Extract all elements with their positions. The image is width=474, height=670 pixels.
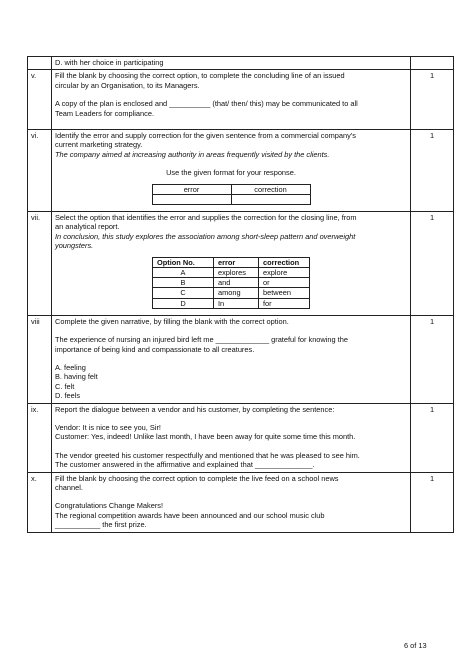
- question-number: ix.: [28, 403, 52, 472]
- body-text: The vendor greeted his customer respectfully and mentioned that he was pleased to see him.: [55, 450, 360, 460]
- question-number: v.: [28, 70, 52, 130]
- question-content: [52, 403, 411, 472]
- question-row-vii: [28, 212, 454, 316]
- option-correction: explore: [259, 267, 310, 277]
- marks: 1: [411, 70, 454, 130]
- header-option-no: Option No.: [153, 257, 214, 267]
- page-number: 6 of 13: [404, 641, 427, 650]
- body-text: The regional competition awards have been announced and our school music club: [55, 510, 325, 520]
- question-number: x.: [28, 472, 52, 532]
- question-number: viii: [28, 315, 52, 403]
- body-text: The customer answered in the affirmative and explained that ______________.: [55, 460, 315, 470]
- option-error: In: [214, 298, 259, 308]
- body-text: Team Leaders for compliance.: [55, 108, 155, 118]
- header-error: error: [214, 257, 259, 267]
- instruction-text: Use the given format for your response.: [166, 168, 296, 178]
- option-row: [153, 298, 310, 308]
- body-text: The experience of nursing an injured bird left me _____________ grateful for knowing the: [55, 335, 348, 345]
- marks: 1: [411, 130, 454, 212]
- option-no: B: [153, 278, 214, 288]
- marks: 1: [411, 403, 454, 472]
- question-text: Fill the blank by choosing the correct option, to complete the concluding line of an issued: [55, 71, 345, 81]
- header-correction: correction: [259, 257, 310, 267]
- italic-sentence: In conclusion, this study explores the association among short-sleep pattern and overweight: [55, 231, 356, 241]
- options-table: [152, 257, 310, 309]
- question-text: channel.: [55, 482, 83, 492]
- question-content: [52, 315, 411, 403]
- option-no: C: [153, 288, 214, 298]
- option-error: explores: [214, 267, 259, 277]
- question-text: Report the dialogue between a vendor and his customer, by completing the sentence:: [55, 404, 335, 414]
- question-number: vi.: [28, 130, 52, 212]
- question-row-iv-tail: [28, 57, 454, 70]
- response-format-table: [152, 184, 311, 205]
- question-text: Identify the error and supply correction for the given sentence from a commercial company’s: [55, 131, 356, 141]
- choice-line: D. with her choice in participating: [55, 58, 164, 67]
- option-row: [153, 278, 310, 288]
- marks: 1: [411, 212, 454, 316]
- option-error: and: [214, 278, 259, 288]
- option-row: [153, 267, 310, 277]
- body-text: importance of being kind and compassionate to all creatures.: [55, 344, 255, 354]
- question-content: [52, 472, 411, 532]
- body-text: ___________ the first prize.: [55, 520, 147, 530]
- question-content: [52, 130, 411, 212]
- body-text: A copy of the plan is enclosed and __________ (that/ then/ this) may be communicated to all: [55, 99, 358, 109]
- format-header-error: error: [152, 184, 231, 194]
- marks: [411, 57, 454, 70]
- format-cell: [152, 194, 231, 204]
- question-row-v: [28, 70, 454, 130]
- option-correction: for: [259, 298, 310, 308]
- question-content: [52, 70, 411, 130]
- question-text: circular by an Organisation, to its Managers.: [55, 80, 200, 90]
- question-text: Fill the blank by choosing the correct option to complete the live feed on a school news: [55, 473, 339, 483]
- italic-sentence: youngsters.: [55, 241, 94, 251]
- question-row-ix: [28, 403, 454, 472]
- marks: 1: [411, 315, 454, 403]
- choice-line: C. felt: [55, 381, 75, 391]
- format-header-correction: correction: [231, 184, 310, 194]
- question-number: vii.: [28, 212, 52, 316]
- question-row-viii: [28, 315, 454, 403]
- questions-table: [27, 56, 454, 533]
- format-cell: [231, 194, 310, 204]
- question-text: Complete the given narrative, by filling the blank with the correct option.: [55, 316, 289, 326]
- option-error: among: [214, 288, 259, 298]
- option-row: [153, 288, 310, 298]
- choice-line: D. feels: [55, 391, 81, 401]
- question-content: [52, 212, 411, 316]
- italic-sentence: The company aimed at increasing authority in areas frequently visited by the clients.: [55, 149, 330, 159]
- option-correction: or: [259, 278, 310, 288]
- question-text: current marketing strategy.: [55, 140, 143, 150]
- option-no: D: [153, 298, 214, 308]
- dialogue-line: Customer: Yes, indeed! Unlike last month, I have been away for quite some time this month.: [55, 432, 356, 442]
- question-text: Select the option that identifies the error and supplies the correction for the closing line, from: [55, 213, 357, 223]
- question-number: [28, 57, 52, 70]
- question-row-vi: [28, 130, 454, 212]
- question-row-x: [28, 472, 454, 532]
- dialogue-line: Vendor: It is nice to see you, Sir!: [55, 422, 161, 432]
- marks: 1: [411, 472, 454, 532]
- option-correction: between: [259, 288, 310, 298]
- choice-line: A. feeling: [55, 362, 86, 372]
- option-no: A: [153, 267, 214, 277]
- question-text: an analytical report.: [55, 222, 120, 232]
- body-text: Congratulations Change Makers!: [55, 501, 164, 511]
- question-content: [52, 57, 411, 70]
- choice-line: B. having felt: [55, 372, 98, 382]
